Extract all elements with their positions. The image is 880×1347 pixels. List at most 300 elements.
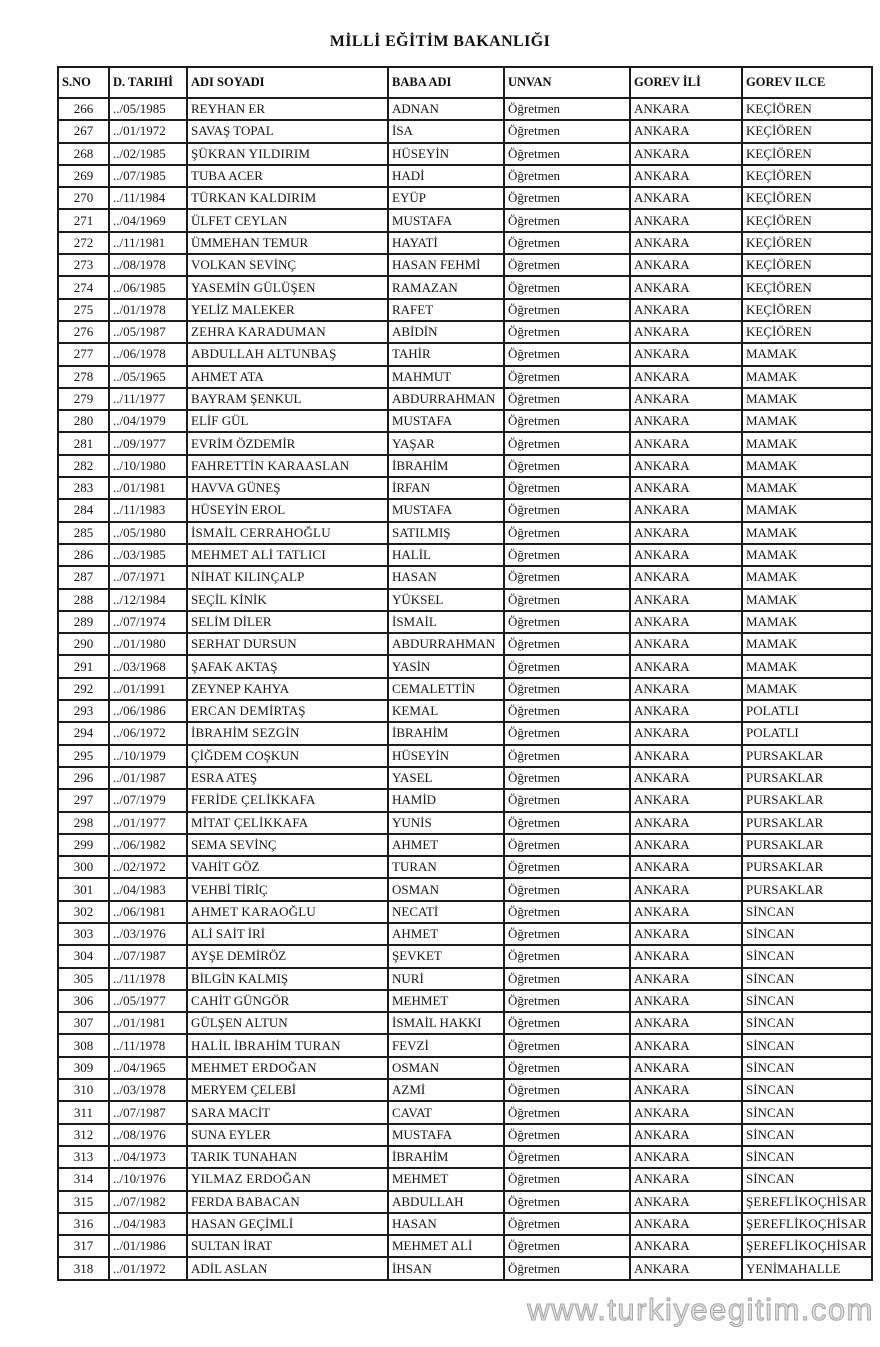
- table-row: [58, 990, 872, 1012]
- table-cell: ANKARA: [630, 901, 742, 923]
- table-cell: MAMAK: [742, 388, 872, 410]
- table-cell: SİNCAN: [742, 1101, 872, 1123]
- table-cell: 281: [58, 432, 109, 454]
- table-cell: 272: [58, 232, 109, 254]
- table-cell: 317: [58, 1235, 109, 1257]
- table-cell: MEHMET: [388, 990, 504, 1012]
- table-cell: 299: [58, 834, 109, 856]
- table-cell: MUSTAFA: [388, 410, 504, 432]
- table-cell: 314: [58, 1168, 109, 1190]
- table-cell: ANKARA: [630, 1079, 742, 1101]
- table-cell: KEÇİÖREN: [742, 98, 872, 120]
- table-cell: ../07/1982: [109, 1191, 187, 1213]
- table-cell: AHMET ATA: [187, 366, 388, 388]
- table-cell: MAMAK: [742, 544, 872, 566]
- table-cell: ../06/1982: [109, 834, 187, 856]
- table-row: [58, 544, 872, 566]
- table-cell: 288: [58, 589, 109, 611]
- table-cell: ../01/1977: [109, 812, 187, 834]
- table-row: [58, 499, 872, 521]
- table-row: [58, 209, 872, 231]
- table-cell: ../07/1971: [109, 566, 187, 588]
- table-cell: ../04/1983: [109, 878, 187, 900]
- table-cell: Öğretmen: [504, 1257, 630, 1279]
- table-row: [58, 566, 872, 588]
- table-body: [58, 98, 872, 1280]
- table-cell: HÜSEYİN: [388, 745, 504, 767]
- table-cell: Öğretmen: [504, 321, 630, 343]
- table-cell: SİNCAN: [742, 923, 872, 945]
- table-cell: ../01/1986: [109, 1235, 187, 1257]
- table-cell: HAYATİ: [388, 232, 504, 254]
- table-cell: Öğretmen: [504, 232, 630, 254]
- table-cell: YASİN: [388, 655, 504, 677]
- table-row: [58, 789, 872, 811]
- table-cell: ../01/1978: [109, 299, 187, 321]
- table-cell: 295: [58, 745, 109, 767]
- table-row: [58, 923, 872, 945]
- table-cell: MİTAT ÇELİKKAFA: [187, 812, 388, 834]
- table-cell: ANKARA: [630, 968, 742, 990]
- table-cell: ../04/1973: [109, 1146, 187, 1168]
- table-row: [58, 522, 872, 544]
- table-cell: MAMAK: [742, 589, 872, 611]
- table-cell: SİNCAN: [742, 1124, 872, 1146]
- watermark-text: www.turkiyeegitim.com: [527, 1292, 874, 1327]
- table-cell: ANKARA: [630, 990, 742, 1012]
- table-cell: ANKARA: [630, 366, 742, 388]
- table-cell: AHMET KARAOĞLU: [187, 901, 388, 923]
- table-cell: 304: [58, 945, 109, 967]
- table-cell: ../07/1979: [109, 789, 187, 811]
- table-cell: MAMAK: [742, 522, 872, 544]
- table-cell: ANKARA: [630, 143, 742, 165]
- table-cell: ../11/1981: [109, 232, 187, 254]
- table-cell: İBRAHİM: [388, 722, 504, 744]
- table-cell: Öğretmen: [504, 544, 630, 566]
- table-row: [58, 1191, 872, 1213]
- table-cell: MAMAK: [742, 611, 872, 633]
- table-cell: ../05/1965: [109, 366, 187, 388]
- table-cell: ../11/1977: [109, 388, 187, 410]
- table-cell: ANKARA: [630, 1012, 742, 1034]
- column-header: S.NO: [58, 67, 109, 98]
- table-cell: SİNCAN: [742, 1146, 872, 1168]
- table-header: [58, 67, 872, 98]
- table-cell: VEHBİ TİRİÇ: [187, 878, 388, 900]
- column-header: UNVAN: [504, 67, 630, 98]
- table-row: [58, 321, 872, 343]
- table-row: [58, 388, 872, 410]
- table-cell: Öğretmen: [504, 901, 630, 923]
- table-cell: ABDURRAHMAN: [388, 388, 504, 410]
- table-cell: 300: [58, 856, 109, 878]
- column-header: GOREV İLİ: [630, 67, 742, 98]
- table-cell: ../11/1983: [109, 499, 187, 521]
- table-cell: Öğretmen: [504, 856, 630, 878]
- table-cell: ERCAN DEMİRTAŞ: [187, 700, 388, 722]
- table-row: [58, 1101, 872, 1123]
- table-row: [58, 410, 872, 432]
- table-cell: Öğretmen: [504, 1101, 630, 1123]
- table-cell: Öğretmen: [504, 990, 630, 1012]
- table-cell: BİLGİN KALMIŞ: [187, 968, 388, 990]
- table-cell: ../07/1985: [109, 165, 187, 187]
- table-cell: ../01/1972: [109, 1257, 187, 1279]
- table-cell: MAMAK: [742, 343, 872, 365]
- table-cell: MEHMET ALİ TATLICI: [187, 544, 388, 566]
- table-cell: HALİL: [388, 544, 504, 566]
- table-cell: ANKARA: [630, 343, 742, 365]
- table-cell: ANKARA: [630, 1057, 742, 1079]
- table-cell: Öğretmen: [504, 455, 630, 477]
- column-header: ADI SOYADI: [187, 67, 388, 98]
- table-cell: 311: [58, 1101, 109, 1123]
- table-cell: 318: [58, 1257, 109, 1279]
- table-cell: ANKARA: [630, 1146, 742, 1168]
- table-cell: Öğretmen: [504, 1168, 630, 1190]
- table-cell: 313: [58, 1146, 109, 1168]
- table-cell: SİNCAN: [742, 1034, 872, 1056]
- table-cell: ../05/1980: [109, 522, 187, 544]
- table-cell: SİNCAN: [742, 945, 872, 967]
- table-cell: Öğretmen: [504, 1079, 630, 1101]
- table-cell: YÜKSEL: [388, 589, 504, 611]
- table-row: [58, 901, 872, 923]
- table-cell: MAMAK: [742, 566, 872, 588]
- table-cell: TAHİR: [388, 343, 504, 365]
- table-row: [58, 812, 872, 834]
- table-cell: BAYRAM ŞENKUL: [187, 388, 388, 410]
- table-cell: ../06/1985: [109, 276, 187, 298]
- roster-table: [57, 66, 873, 1281]
- table-cell: Öğretmen: [504, 143, 630, 165]
- table-cell: ../01/1987: [109, 767, 187, 789]
- table-cell: FEVZİ: [388, 1034, 504, 1056]
- table-row: [58, 1057, 872, 1079]
- table-cell: SİNCAN: [742, 1168, 872, 1190]
- table-cell: 296: [58, 767, 109, 789]
- table-cell: ANKARA: [630, 321, 742, 343]
- table-cell: ../04/1979: [109, 410, 187, 432]
- table-cell: ../08/1978: [109, 254, 187, 276]
- column-header: D. TARIHİ: [109, 67, 187, 98]
- table-cell: ../01/1980: [109, 633, 187, 655]
- table-cell: ALİ SAİT İRİ: [187, 923, 388, 945]
- table-cell: ANKARA: [630, 165, 742, 187]
- table-cell: Öğretmen: [504, 1146, 630, 1168]
- table-cell: İBRAHİM: [388, 1146, 504, 1168]
- table-cell: KEÇİÖREN: [742, 120, 872, 142]
- table-cell: ANKARA: [630, 254, 742, 276]
- table-cell: 268: [58, 143, 109, 165]
- table-cell: ANKARA: [630, 432, 742, 454]
- table-cell: ../06/1972: [109, 722, 187, 744]
- table-cell: YELİZ MALEKER: [187, 299, 388, 321]
- table-cell: Öğretmen: [504, 722, 630, 744]
- table-cell: ../10/1976: [109, 1168, 187, 1190]
- table-cell: ../03/1985: [109, 544, 187, 566]
- table-cell: Öğretmen: [504, 611, 630, 633]
- page-title: MİLLİ EĞİTİM BAKANLIĞI: [329, 33, 551, 50]
- table-cell: HÜSEYİN: [388, 143, 504, 165]
- table-cell: EVRİM ÖZDEMİR: [187, 432, 388, 454]
- table-cell: KEÇİÖREN: [742, 165, 872, 187]
- table-cell: ../05/1987: [109, 321, 187, 343]
- table-cell: ../11/1978: [109, 968, 187, 990]
- table-cell: Öğretmen: [504, 923, 630, 945]
- table-row: [58, 366, 872, 388]
- table-cell: Öğretmen: [504, 366, 630, 388]
- table-row: [58, 432, 872, 454]
- table-cell: ../01/1981: [109, 477, 187, 499]
- table-cell: RAFET: [388, 299, 504, 321]
- table-cell: VOLKAN SEVİNÇ: [187, 254, 388, 276]
- table-cell: SİNCAN: [742, 1012, 872, 1034]
- table-cell: POLATLI: [742, 722, 872, 744]
- table-row: [58, 968, 872, 990]
- table-cell: Öğretmen: [504, 165, 630, 187]
- table-row: [58, 1034, 872, 1056]
- table-cell: ANKARA: [630, 232, 742, 254]
- table-cell: ABDULLAH ALTUNBAŞ: [187, 343, 388, 365]
- table-cell: YENİMAHALLE: [742, 1257, 872, 1279]
- table-cell: ../08/1976: [109, 1124, 187, 1146]
- header-row: [58, 67, 872, 98]
- table-cell: SİNCAN: [742, 901, 872, 923]
- table-cell: HASAN GEÇİMLİ: [187, 1213, 388, 1235]
- table-cell: TÜRKAN KALDIRIM: [187, 187, 388, 209]
- table-row: [58, 1213, 872, 1235]
- table-cell: PURSAKLAR: [742, 812, 872, 834]
- table-cell: HÜSEYİN EROL: [187, 499, 388, 521]
- table-cell: ANKARA: [630, 789, 742, 811]
- table-cell: AHMET: [388, 923, 504, 945]
- table-cell: Öğretmen: [504, 812, 630, 834]
- table-cell: 303: [58, 923, 109, 945]
- table-cell: NİHAT KILINÇALP: [187, 566, 388, 588]
- table-cell: MAMAK: [742, 455, 872, 477]
- table-cell: SELİM DİLER: [187, 611, 388, 633]
- table-cell: ŞEREFLİKOÇHİSAR: [742, 1191, 872, 1213]
- table-cell: ../02/1972: [109, 856, 187, 878]
- table-cell: Öğretmen: [504, 254, 630, 276]
- table-cell: 308: [58, 1034, 109, 1056]
- table-cell: Öğretmen: [504, 276, 630, 298]
- table-cell: HAMİD: [388, 789, 504, 811]
- table-cell: ../11/1984: [109, 187, 187, 209]
- table-row: [58, 254, 872, 276]
- table-cell: Öğretmen: [504, 1191, 630, 1213]
- table-cell: Öğretmen: [504, 299, 630, 321]
- table-row: [58, 1257, 872, 1279]
- table-cell: 290: [58, 633, 109, 655]
- table-row: [58, 1012, 872, 1034]
- table-cell: 294: [58, 722, 109, 744]
- table-cell: ANKARA: [630, 410, 742, 432]
- table-cell: HASAN: [388, 1213, 504, 1235]
- table-cell: Öğretmen: [504, 1012, 630, 1034]
- table-cell: TUBA ACER: [187, 165, 388, 187]
- table-cell: ANKARA: [630, 1213, 742, 1235]
- table-cell: İHSAN: [388, 1257, 504, 1279]
- table-cell: 307: [58, 1012, 109, 1034]
- table-cell: Öğretmen: [504, 968, 630, 990]
- table-cell: MAHMUT: [388, 366, 504, 388]
- table-cell: KEÇİÖREN: [742, 232, 872, 254]
- table-cell: 269: [58, 165, 109, 187]
- table-cell: ANKARA: [630, 276, 742, 298]
- table-cell: Öğretmen: [504, 767, 630, 789]
- column-header: BABA ADI: [388, 67, 504, 98]
- table-cell: ANKARA: [630, 1191, 742, 1213]
- table-cell: ../03/1968: [109, 655, 187, 677]
- table-cell: ../02/1985: [109, 143, 187, 165]
- table-cell: ANKARA: [630, 745, 742, 767]
- table-cell: ANKARA: [630, 544, 742, 566]
- table-cell: 316: [58, 1213, 109, 1235]
- table-cell: KEÇİÖREN: [742, 321, 872, 343]
- table-cell: YILMAZ ERDOĞAN: [187, 1168, 388, 1190]
- table-cell: ../05/1977: [109, 990, 187, 1012]
- table-cell: KEMAL: [388, 700, 504, 722]
- table-cell: İSMAİL CERRAHOĞLU: [187, 522, 388, 544]
- table-cell: ANKARA: [630, 923, 742, 945]
- table-cell: ABDURRAHMAN: [388, 633, 504, 655]
- table-cell: ANKARA: [630, 1034, 742, 1056]
- table-cell: PURSAKLAR: [742, 878, 872, 900]
- table-cell: OSMAN: [388, 1057, 504, 1079]
- table-cell: 284: [58, 499, 109, 521]
- table-cell: TURAN: [388, 856, 504, 878]
- table-cell: Öğretmen: [504, 388, 630, 410]
- table-cell: Öğretmen: [504, 678, 630, 700]
- table-cell: 302: [58, 901, 109, 923]
- table-row: [58, 655, 872, 677]
- table-cell: 286: [58, 544, 109, 566]
- table-cell: 266: [58, 98, 109, 120]
- table-cell: ../09/1977: [109, 432, 187, 454]
- table-cell: Öğretmen: [504, 589, 630, 611]
- table-cell: ANKARA: [630, 678, 742, 700]
- table-row: [58, 232, 872, 254]
- table-cell: ADİL ASLAN: [187, 1257, 388, 1279]
- table-cell: KEÇİÖREN: [742, 143, 872, 165]
- table-cell: YAŞAR: [388, 432, 504, 454]
- table-cell: ../05/1985: [109, 98, 187, 120]
- table-cell: ANKARA: [630, 120, 742, 142]
- table-cell: SUNA EYLER: [187, 1124, 388, 1146]
- table-cell: 310: [58, 1079, 109, 1101]
- table-cell: ../03/1976: [109, 923, 187, 945]
- table-cell: 312: [58, 1124, 109, 1146]
- table-cell: FERİDE ÇELİKKAFA: [187, 789, 388, 811]
- table-cell: ZEYNEP KAHYA: [187, 678, 388, 700]
- table-cell: POLATLI: [742, 700, 872, 722]
- table-cell: ÇİĞDEM COŞKUN: [187, 745, 388, 767]
- table-cell: SİNCAN: [742, 968, 872, 990]
- table-cell: MAMAK: [742, 633, 872, 655]
- table-cell: Öğretmen: [504, 745, 630, 767]
- table-cell: Öğretmen: [504, 633, 630, 655]
- table-cell: ../04/1969: [109, 209, 187, 231]
- table-cell: ANKARA: [630, 1235, 742, 1257]
- table-cell: ANKARA: [630, 878, 742, 900]
- table-cell: HASAN: [388, 566, 504, 588]
- table-row: [58, 1079, 872, 1101]
- table-cell: HADİ: [388, 165, 504, 187]
- table-cell: İSMAİL: [388, 611, 504, 633]
- table-cell: Öğretmen: [504, 1124, 630, 1146]
- table-cell: AYŞE DEMİRÖZ: [187, 945, 388, 967]
- table-cell: Öğretmen: [504, 566, 630, 588]
- table-cell: İBRAHİM SEZGİN: [187, 722, 388, 744]
- table-cell: Öğretmen: [504, 878, 630, 900]
- table-cell: SEÇİL KİNİK: [187, 589, 388, 611]
- table-cell: ÜMMEHAN TEMUR: [187, 232, 388, 254]
- table-cell: SULTAN İRAT: [187, 1235, 388, 1257]
- table-cell: FAHRETTİN KARAASLAN: [187, 455, 388, 477]
- table-cell: Öğretmen: [504, 700, 630, 722]
- table-cell: AZMİ: [388, 1079, 504, 1101]
- table-cell: YASEMİN GÜLÜŞEN: [187, 276, 388, 298]
- table-row: [58, 834, 872, 856]
- table-cell: SİNCAN: [742, 990, 872, 1012]
- table-cell: 282: [58, 455, 109, 477]
- table-cell: PURSAKLAR: [742, 745, 872, 767]
- table-cell: İSMAİL HAKKI: [388, 1012, 504, 1034]
- table-cell: 280: [58, 410, 109, 432]
- table-cell: 285: [58, 522, 109, 544]
- table-cell: ANKARA: [630, 522, 742, 544]
- table-cell: CAHİT GÜNGÖR: [187, 990, 388, 1012]
- table-cell: ABDULLAH: [388, 1191, 504, 1213]
- table-cell: VAHİT GÖZ: [187, 856, 388, 878]
- table-cell: ESRA ATEŞ: [187, 767, 388, 789]
- table-cell: PURSAKLAR: [742, 856, 872, 878]
- table-cell: ANKARA: [630, 589, 742, 611]
- table-cell: 279: [58, 388, 109, 410]
- table-cell: ../07/1987: [109, 1101, 187, 1123]
- column-header: GOREV ILCE: [742, 67, 872, 98]
- table-cell: 283: [58, 477, 109, 499]
- table-cell: ANKARA: [630, 187, 742, 209]
- table-cell: Öğretmen: [504, 522, 630, 544]
- table-cell: ŞEVKET: [388, 945, 504, 967]
- table-cell: ../11/1978: [109, 1034, 187, 1056]
- table-cell: SERHAT DURSUN: [187, 633, 388, 655]
- table-cell: REYHAN ER: [187, 98, 388, 120]
- table-cell: ŞEREFLİKOÇHİSAR: [742, 1213, 872, 1235]
- table-row: [58, 745, 872, 767]
- table-cell: ŞEREFLİKOÇHİSAR: [742, 1235, 872, 1257]
- table-row: [58, 678, 872, 700]
- table-row: [58, 1235, 872, 1257]
- table-cell: ANKARA: [630, 700, 742, 722]
- table-cell: Öğretmen: [504, 98, 630, 120]
- table-cell: 291: [58, 655, 109, 677]
- table-cell: 287: [58, 566, 109, 588]
- table-cell: ŞAFAK AKTAŞ: [187, 655, 388, 677]
- table-cell: 289: [58, 611, 109, 633]
- table-cell: SİNCAN: [742, 1079, 872, 1101]
- table-cell: MAMAK: [742, 477, 872, 499]
- table-cell: Öğretmen: [504, 655, 630, 677]
- table-cell: ABİDİN: [388, 321, 504, 343]
- table-cell: ANKARA: [630, 1257, 742, 1279]
- table-cell: 298: [58, 812, 109, 834]
- table-cell: TARIK TUNAHAN: [187, 1146, 388, 1168]
